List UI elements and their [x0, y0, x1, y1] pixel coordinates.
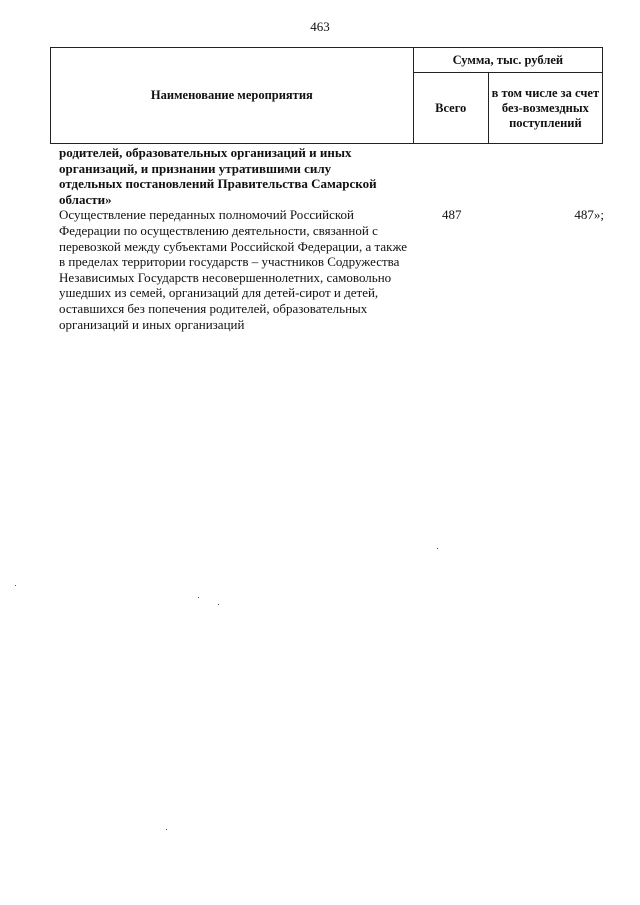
table-header — [50, 47, 603, 144]
continuation-text: родителей, образовательных организаций и иных организаций, и признании утратившими силу отдельных постановлений Правительства Самарской области» — [59, 145, 377, 207]
scan-speck — [15, 585, 16, 586]
column-header-name: Наименование мероприятия — [51, 48, 414, 144]
scan-speck — [198, 597, 199, 598]
row-including: 487»; — [574, 207, 604, 223]
page-number: 463 — [310, 19, 330, 34]
row-name: Осуществление переданных полномочий Российской Федерации по осуществлению деятельности, связанной с перевозкой между субъектами Российской Федерации, а также в пределах территории государств – участников Содружества Независимых Государств несовершеннолетних, самовольно ушедших из семей, организаций для детей-сирот и детей, оставшихся без попечения родителей, образовательных организаций и иных организаций — [59, 207, 408, 332]
column-header-sum: Сумма, тыс. рублей — [413, 48, 602, 73]
scan-speck — [166, 829, 167, 830]
column-header-total: Всего — [413, 73, 488, 144]
row-total: 487 — [442, 207, 462, 223]
scan-speck — [218, 604, 219, 605]
scan-speck — [437, 548, 438, 549]
table-row — [59, 207, 604, 332]
table-body — [59, 145, 604, 332]
column-header-including: в том числе за счет без-возмездных поступлений — [488, 73, 602, 144]
